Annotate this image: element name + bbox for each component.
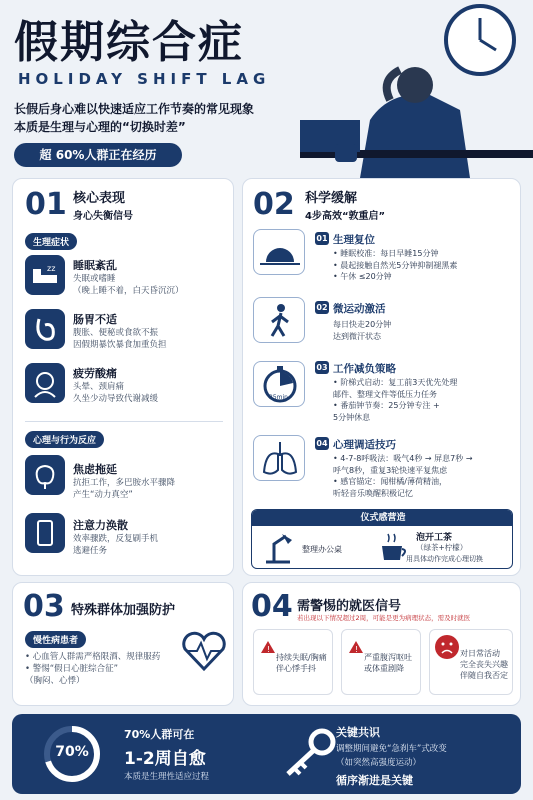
stomach-icon	[25, 309, 65, 349]
step-text	[333, 377, 457, 423]
lead-line-1: 长假后身心难以快速适应工作节奏的常见现象	[14, 102, 255, 116]
signal-line: 持续失眠/胸痛	[276, 653, 327, 662]
tag-physical: 生理症状	[25, 233, 77, 250]
item-title: 注意力涣散	[73, 519, 128, 532]
key-title: 关键共识	[336, 726, 380, 739]
signal-text	[460, 648, 508, 681]
header-illustration	[300, 0, 533, 178]
step-line: • 番茄钟节奏：25分钟专注 +	[333, 401, 440, 410]
step-number: 01	[316, 234, 328, 243]
step-line: • 阶梯式启动：复工前3天优先处理	[333, 378, 458, 387]
section-subtitle: 身心失衡信号	[73, 211, 133, 222]
tag-chronic: 慢性病患者	[25, 631, 86, 648]
brain-icon	[25, 455, 65, 495]
warning-icon	[260, 640, 276, 654]
step-number: 02	[316, 303, 328, 312]
item-line: 因假期暴饮暴食加重负担	[73, 340, 167, 350]
signal-line: 对日常活动	[460, 649, 500, 658]
item-line: 效率骤跌，反复刷手机	[73, 534, 159, 544]
section-number: 03	[23, 589, 65, 624]
signal-text	[276, 652, 327, 674]
ritual-right-line: 用具体动作完成心理切换	[406, 555, 483, 563]
special-text	[25, 651, 160, 687]
item-line: 失眠或嗜睡	[73, 274, 116, 284]
section-title: 科学缓解	[305, 191, 358, 206]
key-line-1: 调整期间避免“急刹车”式改变	[336, 744, 447, 754]
step-text	[333, 453, 473, 499]
item-text	[73, 381, 158, 405]
section-title: 核心表现	[73, 191, 126, 206]
step-line: • 午休 ≤20分钟	[333, 272, 392, 281]
item-line: 头晕、颈肩痛	[73, 382, 125, 392]
svg-text:!: !	[355, 645, 359, 654]
step-line: 听轻音乐唤醒积极记忆	[333, 488, 413, 498]
svg-text:zz: zz	[47, 264, 56, 273]
step-title: 微运动激活	[333, 303, 386, 315]
ritual-box	[251, 509, 513, 569]
timer-label: 25min	[269, 394, 288, 401]
section-number: 04	[251, 589, 293, 624]
phone-icon	[25, 513, 65, 553]
special-line: • 警惕“假日心脏综合征”	[25, 664, 119, 674]
item-line: 逃避任务	[73, 546, 108, 556]
sunrise-icon	[253, 229, 305, 275]
step-line: • 晨起接触自然光5分钟抑制褪黑素	[333, 260, 458, 270]
signal-line: 严重腹泻呕吐	[364, 653, 412, 662]
item-line: 抗拒工作，多巴胺水平骤降	[73, 478, 176, 488]
signal-card	[253, 629, 333, 695]
step-line: 邮件、整理文件等低压力任务	[333, 389, 437, 399]
section-core-symptoms	[12, 178, 234, 576]
step-line: 每日快走20分钟	[333, 320, 392, 329]
item-line: （晚上睡不着，白天昏沉沉）	[73, 286, 184, 296]
item-text	[73, 327, 167, 351]
signal-line: 完全丧失兴趣	[460, 660, 508, 669]
special-line: • 心血管人群需严格限酒、规律服药	[25, 652, 161, 662]
special-line: （胸闷、心悸）	[25, 676, 85, 686]
step-title: 工作减负策略	[333, 363, 396, 375]
signal-card	[341, 629, 421, 695]
step-title: 生理复位	[333, 234, 375, 246]
ritual-left-label: 整理办公桌	[302, 545, 342, 554]
divider	[25, 421, 223, 422]
mug-icon	[335, 144, 357, 162]
step-line: 呼气8秒，重复3轮快速平复焦虑	[333, 465, 448, 475]
key-line-3: 循序渐进是关键	[336, 774, 413, 787]
desk-lamp-icon	[260, 530, 296, 566]
fatigue-icon	[25, 363, 65, 403]
item-text	[73, 477, 175, 501]
timer-icon	[253, 361, 305, 407]
step-number: 04	[316, 439, 328, 448]
item-title: 睡眠紊乱	[73, 259, 117, 272]
section-number: 02	[253, 187, 295, 222]
footer-line-1: 70%人群可在	[124, 728, 195, 741]
sleep-icon	[25, 255, 65, 295]
walking-icon	[253, 297, 305, 343]
section-medical-signals	[242, 582, 521, 706]
step-text	[333, 319, 391, 342]
signal-card	[429, 629, 513, 695]
step-text	[333, 248, 457, 283]
ritual-right-line: （绿茶+柠檬）	[416, 543, 468, 552]
ritual-right-title: 泡开工茶	[416, 533, 453, 543]
item-title: 疲劳酸痛	[73, 367, 117, 380]
svg-text:!: !	[267, 645, 271, 654]
section-title: 需警惕的就医信号	[297, 599, 402, 614]
header	[0, 0, 533, 178]
section-title: 特殊群体加强防护	[71, 603, 176, 618]
page-title: 假期综合症	[14, 17, 244, 68]
section-number: 01	[25, 187, 67, 222]
footer-line-3: 本质是生理性适应过程	[124, 772, 210, 782]
footer-banner	[12, 714, 521, 794]
section-relief	[242, 178, 521, 576]
step-line: • 感官锚定：闻柑橘/薄荷精油，	[333, 477, 447, 486]
signal-line: 伴随自我否定	[460, 671, 508, 680]
lead-text	[14, 100, 254, 136]
section-subtitle: 4步高效“敦重启”	[305, 211, 386, 222]
item-title: 焦虑拖延	[73, 463, 117, 476]
key-line-2: （如突然高强度运动）	[336, 758, 422, 768]
stat-badge: 超 60%人群正在经历	[14, 143, 182, 167]
item-line: 腹胀、便秘或食欲不振	[73, 328, 159, 338]
signal-line: 伴心悸手抖	[276, 664, 316, 673]
footer-line-2: 1-2周自愈	[124, 749, 206, 769]
step-line: • 睡眠校准：每日早睡15分钟	[333, 249, 439, 258]
lungs-icon	[253, 435, 305, 481]
tag-mental: 心理与行为反应	[25, 431, 104, 448]
person-icon	[360, 94, 470, 178]
warning-icon	[348, 640, 364, 654]
step-title: 心理调适技巧	[333, 439, 396, 451]
sad-face-icon	[434, 634, 460, 660]
item-line: 产生“动力真空”	[73, 490, 133, 500]
step-line: • 4-7-8呼吸法：吸气4秒 → 屏息7秒 →	[333, 454, 473, 463]
percent-value: 70%	[55, 744, 89, 760]
page-subtitle: HOLIDAY SHIFT LAG	[18, 70, 271, 88]
item-text	[73, 273, 184, 297]
signal-line: 或体重剧降	[364, 664, 404, 673]
ritual-title: 仪式感营造	[252, 510, 513, 526]
signal-text	[364, 652, 412, 674]
warning-note: 若出现以下情况超过2周，可能是更为病理状态，需及时就医	[297, 614, 471, 622]
item-line: 久坐少动导致代谢减缓	[73, 394, 159, 404]
section-special-groups	[12, 582, 234, 706]
lead-line-2: 本质是生理与心理的“切换时差”	[14, 120, 186, 134]
heart-pulse-icon	[181, 631, 227, 673]
step-line: 5分钟休息	[333, 412, 371, 422]
key-icon	[280, 728, 338, 780]
item-title: 肠胃不适	[73, 313, 117, 326]
item-text	[73, 533, 158, 557]
step-number: 03	[316, 363, 328, 372]
step-line: 达到微汗状态	[333, 331, 381, 341]
